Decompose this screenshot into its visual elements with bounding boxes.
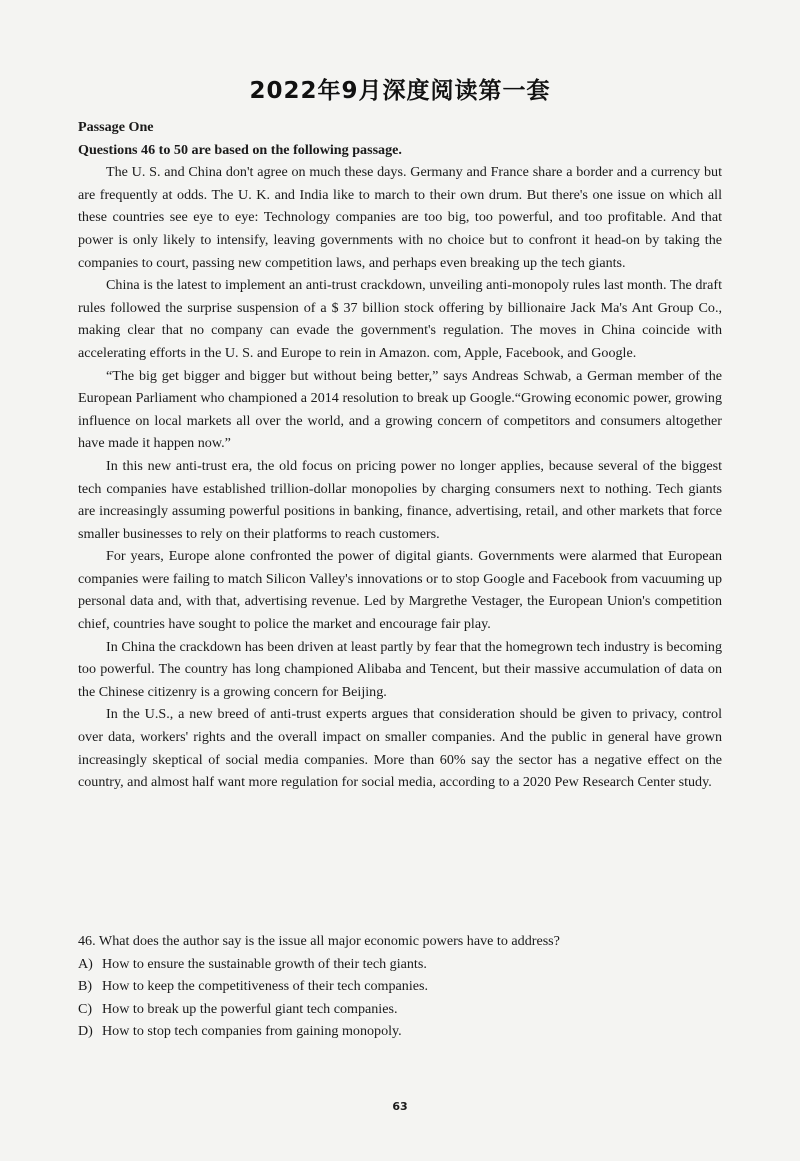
paragraph-7: In the U.S., a new breed of anti-trust experts argues that consideration should be given to privacy, control over data, workers' rights and the overall impact on smaller companies. And the public in general have grown increasingly skeptical of social media companies. More than 60% say the sector has a negative effect on the country, and almost half want more regulation for social media, according to a 2020 Pew Research Center study. — [78, 706, 722, 791]
option-letter: C) — [78, 1000, 93, 1017]
option-d — [78, 1020, 722, 1043]
option-text: How to ensure the sustainable growth of their tech giants. — [102, 955, 427, 972]
passage-instructions: Questions 46 to 50 are based on the following passage. — [78, 141, 402, 158]
option-letter: A) — [78, 955, 93, 972]
option-text: How to break up the powerful giant tech companies. — [102, 1000, 398, 1017]
option-c — [78, 998, 722, 1021]
passage-label: Passage One — [78, 119, 154, 135]
option-text: How to stop tech companies from gaining monopoly. — [102, 1023, 402, 1040]
option-letter: D) — [78, 1023, 93, 1040]
page-number: 63 — [392, 1100, 408, 1113]
option-letter: B) — [78, 978, 93, 995]
paragraph-3: “The big get bigger and bigger but without being better,” says Andreas Schwab, a German member of the European Parliament who championed a 2014 resolution to break up Google.“Growing economic power, growing influence on local markets all over the world, and a growing concern of competitors and consumers altogether have made it happen now.” — [78, 367, 722, 452]
page-title: 2022年9月深度阅读第一套 — [249, 78, 551, 104]
passage-body — [78, 116, 722, 794]
paragraph-6: In China the crackdown has been driven at least partly by fear that the homegrown tech industry is becoming too powerful. The country has long championed Alibaba and Tencent, but their massive accumulation of data on the Chinese citizenry is a growing concern for Beijing. — [78, 638, 722, 700]
question-stem: 46. What does the author say is the issue all major economic powers have to address? — [78, 933, 560, 949]
option-b — [78, 975, 722, 998]
paragraph-1: The U. S. and China don't agree on much these days. Germany and France share a border and a currency but are frequently at odds. The U. K. and India like to march to their own drum. But there's one issue on which all these countries see eye to eye: Technology companies are too big, too powerful, and too profitable. And that power is only likely to intensify, leaving governments with no choice but to confront it head-on by taking the companies to court, passing new competition laws, and perhaps even breaking up the tech giants. — [78, 164, 722, 271]
paragraph-2: China is the latest to implement an anti-trust crackdown, unveiling anti-monopoly rules last month. The draft rules followed the surprise suspension of a $ 37 billion stock offering by billionaire Jack Ma's Ant Group Co., making clear that no company can evade the government's regulation. The moves in China coincide with accelerating efforts in the U. S. and Europe to rein in Amazon. com, Apple, Facebook, and Google. — [78, 277, 722, 361]
paragraph-5: For years, Europe alone confronted the power of digital giants. Governments were alarmed that European companies were failing to match Silicon Valley's innovations or to stop Google and Facebook from vacuuming up personal data and, with that, advertising revenue. Led by Margrethe Vestager, the European Union's competition chief, countries have sought to police the market and encourage fair play. — [78, 548, 722, 633]
question-block — [78, 930, 722, 1043]
option-a — [78, 953, 722, 976]
paragraph-4: In this new anti-trust era, the old focus on pricing power no longer applies, because several of the biggest tech companies have established trillion-dollar monopolies by charging consumers next to nothing. Tech giants are increasingly assuming powerful positions in banking, finance, advertising, retail, and other markets that force smaller businesses to rely on their platforms to reach customers. — [78, 457, 722, 542]
option-text: How to keep the competitiveness of their tech companies. — [102, 978, 429, 995]
